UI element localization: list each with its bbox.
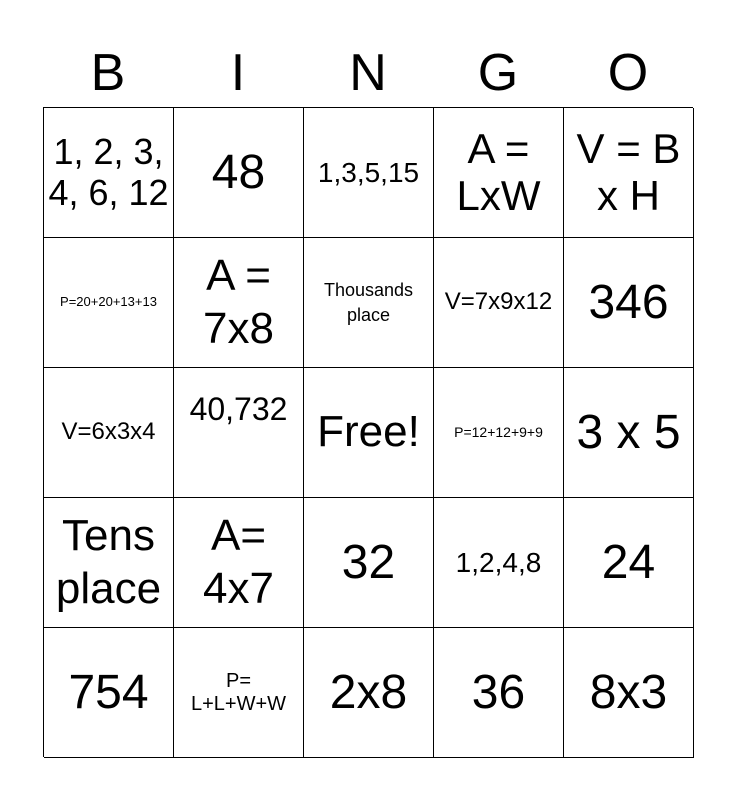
bingo-cell[interactable]: Thousands place — [304, 238, 434, 368]
bingo-cell[interactable]: V = B x H — [564, 108, 694, 238]
header-letter-i: I — [230, 44, 246, 102]
bingo-cell[interactable]: P=12+12+9+9 — [434, 368, 564, 498]
bingo-cell[interactable]: A= 4x7 — [174, 498, 304, 628]
bingo-cell[interactable]: 1,2,4,8 — [434, 498, 564, 628]
header-letter-n: N — [349, 44, 387, 102]
bingo-cell[interactable]: Tens place — [44, 498, 174, 628]
header-letter-g: G — [477, 44, 519, 102]
bingo-cell[interactable]: 24 — [564, 498, 694, 628]
bingo-cell[interactable]: A = 7x8 — [174, 238, 304, 368]
bingo-cell[interactable]: V=6x3x4 — [44, 368, 174, 498]
bingo-cell[interactable]: 1, 2, 3, 4, 6, 12 — [44, 108, 174, 238]
bingo-cell[interactable]: P= L+L+W+W — [174, 628, 304, 758]
free-space[interactable]: Free! — [304, 368, 434, 498]
bingo-cell[interactable]: 40,732 — [174, 368, 304, 498]
bingo-cell[interactable]: 8x3 — [564, 628, 694, 758]
header-letter-b: B — [90, 44, 126, 102]
bingo-cell[interactable]: V=7x9x12 — [434, 238, 564, 368]
bingo-cell[interactable]: 36 — [434, 628, 564, 758]
bingo-cell[interactable]: 2x8 — [304, 628, 434, 758]
header-letter-o: O — [607, 44, 649, 102]
bingo-cell[interactable]: 754 — [44, 628, 174, 758]
bingo-cell[interactable]: P=20+20+13+13 — [44, 238, 174, 368]
bingo-cell[interactable]: A = LxW — [434, 108, 564, 238]
bingo-header — [43, 40, 693, 106]
bingo-cell[interactable]: 48 — [174, 108, 304, 238]
bingo-cell[interactable]: 1,3,5,15 — [304, 108, 434, 238]
bingo-cell[interactable]: 32 — [304, 498, 434, 628]
bingo-board — [43, 107, 693, 757]
bingo-cell[interactable]: 346 — [564, 238, 694, 368]
bingo-cell[interactable]: 3 x 5 — [564, 368, 694, 498]
